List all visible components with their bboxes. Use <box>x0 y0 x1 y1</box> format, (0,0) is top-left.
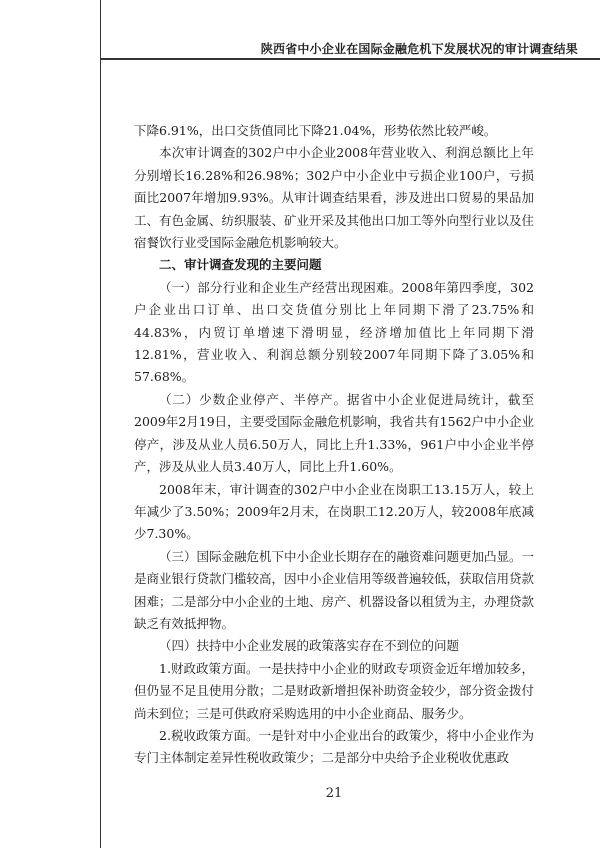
page-number: 21 <box>325 786 343 801</box>
paragraph-5: 2008年末，审计调查的302户中小企业在岗职工13.15万人，较上年减少了3.50%；2009年2月末，在岗职工12.20万人，较2008年底减少7.30%。 <box>134 481 534 542</box>
paragraph-2: 本次审计调查的302户中小企业2008年营业收入、利润总额比上年分别增长16.28%和26.98%；302户中小企业中亏损企业100户，亏损面比2007年增加9.93%。从审计调查结果看，涉及进出口贸易的果品加工、有色金属、纺织服装、矿业开采及其他出口加工等外向型行业以及住宿餐饮行业受国际金融危机影响较大。 <box>134 145 535 251</box>
paragraph-7: 1.财政政策方面。一是扶持中小企业的财政专项资金近年增加较多，但仍显不足且使用分散；二是财政新增担保补助资金较少，部分资金拨付尚未到位；三是可供政府采购选用的中小企业商品、服务少。 <box>134 660 535 721</box>
paragraph-1: 下降6.91%，出口交货值同比下降21.04%，形势依然比较严峻。 <box>134 123 497 138</box>
paragraph-8: 2.税收政策方面。一是针对中小企业出台的政策少，将中小企业作为专门主体制定差异性税收政策少；二是部分中央给予企业税收优惠政 <box>134 727 534 766</box>
paragraph-4: （二）少数企业停产、半停产。据省中小企业促进局统计，截至2009年2月19日，主要受国际金融危机影响，我省共有1562户中小企业停产，涉及从业人员6.50万人，同比上升1.33%，961户中小企业半停产，涉及从业人员3.40万人，同比上升1.60%。 <box>134 391 534 475</box>
paragraph-3: （一）部分行业和企业生产经营出现困难。2008年第四季度，302户企业出口订单、出口交货值分别比上年同期下滑了23.75%和44.83%，内贸订单增速下滑明显，经济增加值比上年同期下滑12.81%，营业收入、利润总额分别较2007年同期下降了3.05%和57.68%。 <box>134 279 534 385</box>
header-rule <box>100 58 600 60</box>
section-heading: 二、审计调查发现的主要问题 <box>159 257 322 273</box>
body-text <box>134 120 534 770</box>
paragraph-6: （三）国际金融危机下中小企业长期存在的融资难问题更加凸显。一是商业银行贷款门槛较高，因中小企业信用等级普遍较低，获取信用贷款困难；二是部分中小企业的土地、房产、机器设备以租赁为主，办理贷款缺乏有效抵押物。 <box>134 548 535 631</box>
running-header: 陕西省中小企业在国际金融危机下发展状况的审计调查结果 <box>260 42 578 56</box>
subsection-heading: （四）扶持中小企业发展的政策落实存在不到位的问题 <box>159 638 460 654</box>
